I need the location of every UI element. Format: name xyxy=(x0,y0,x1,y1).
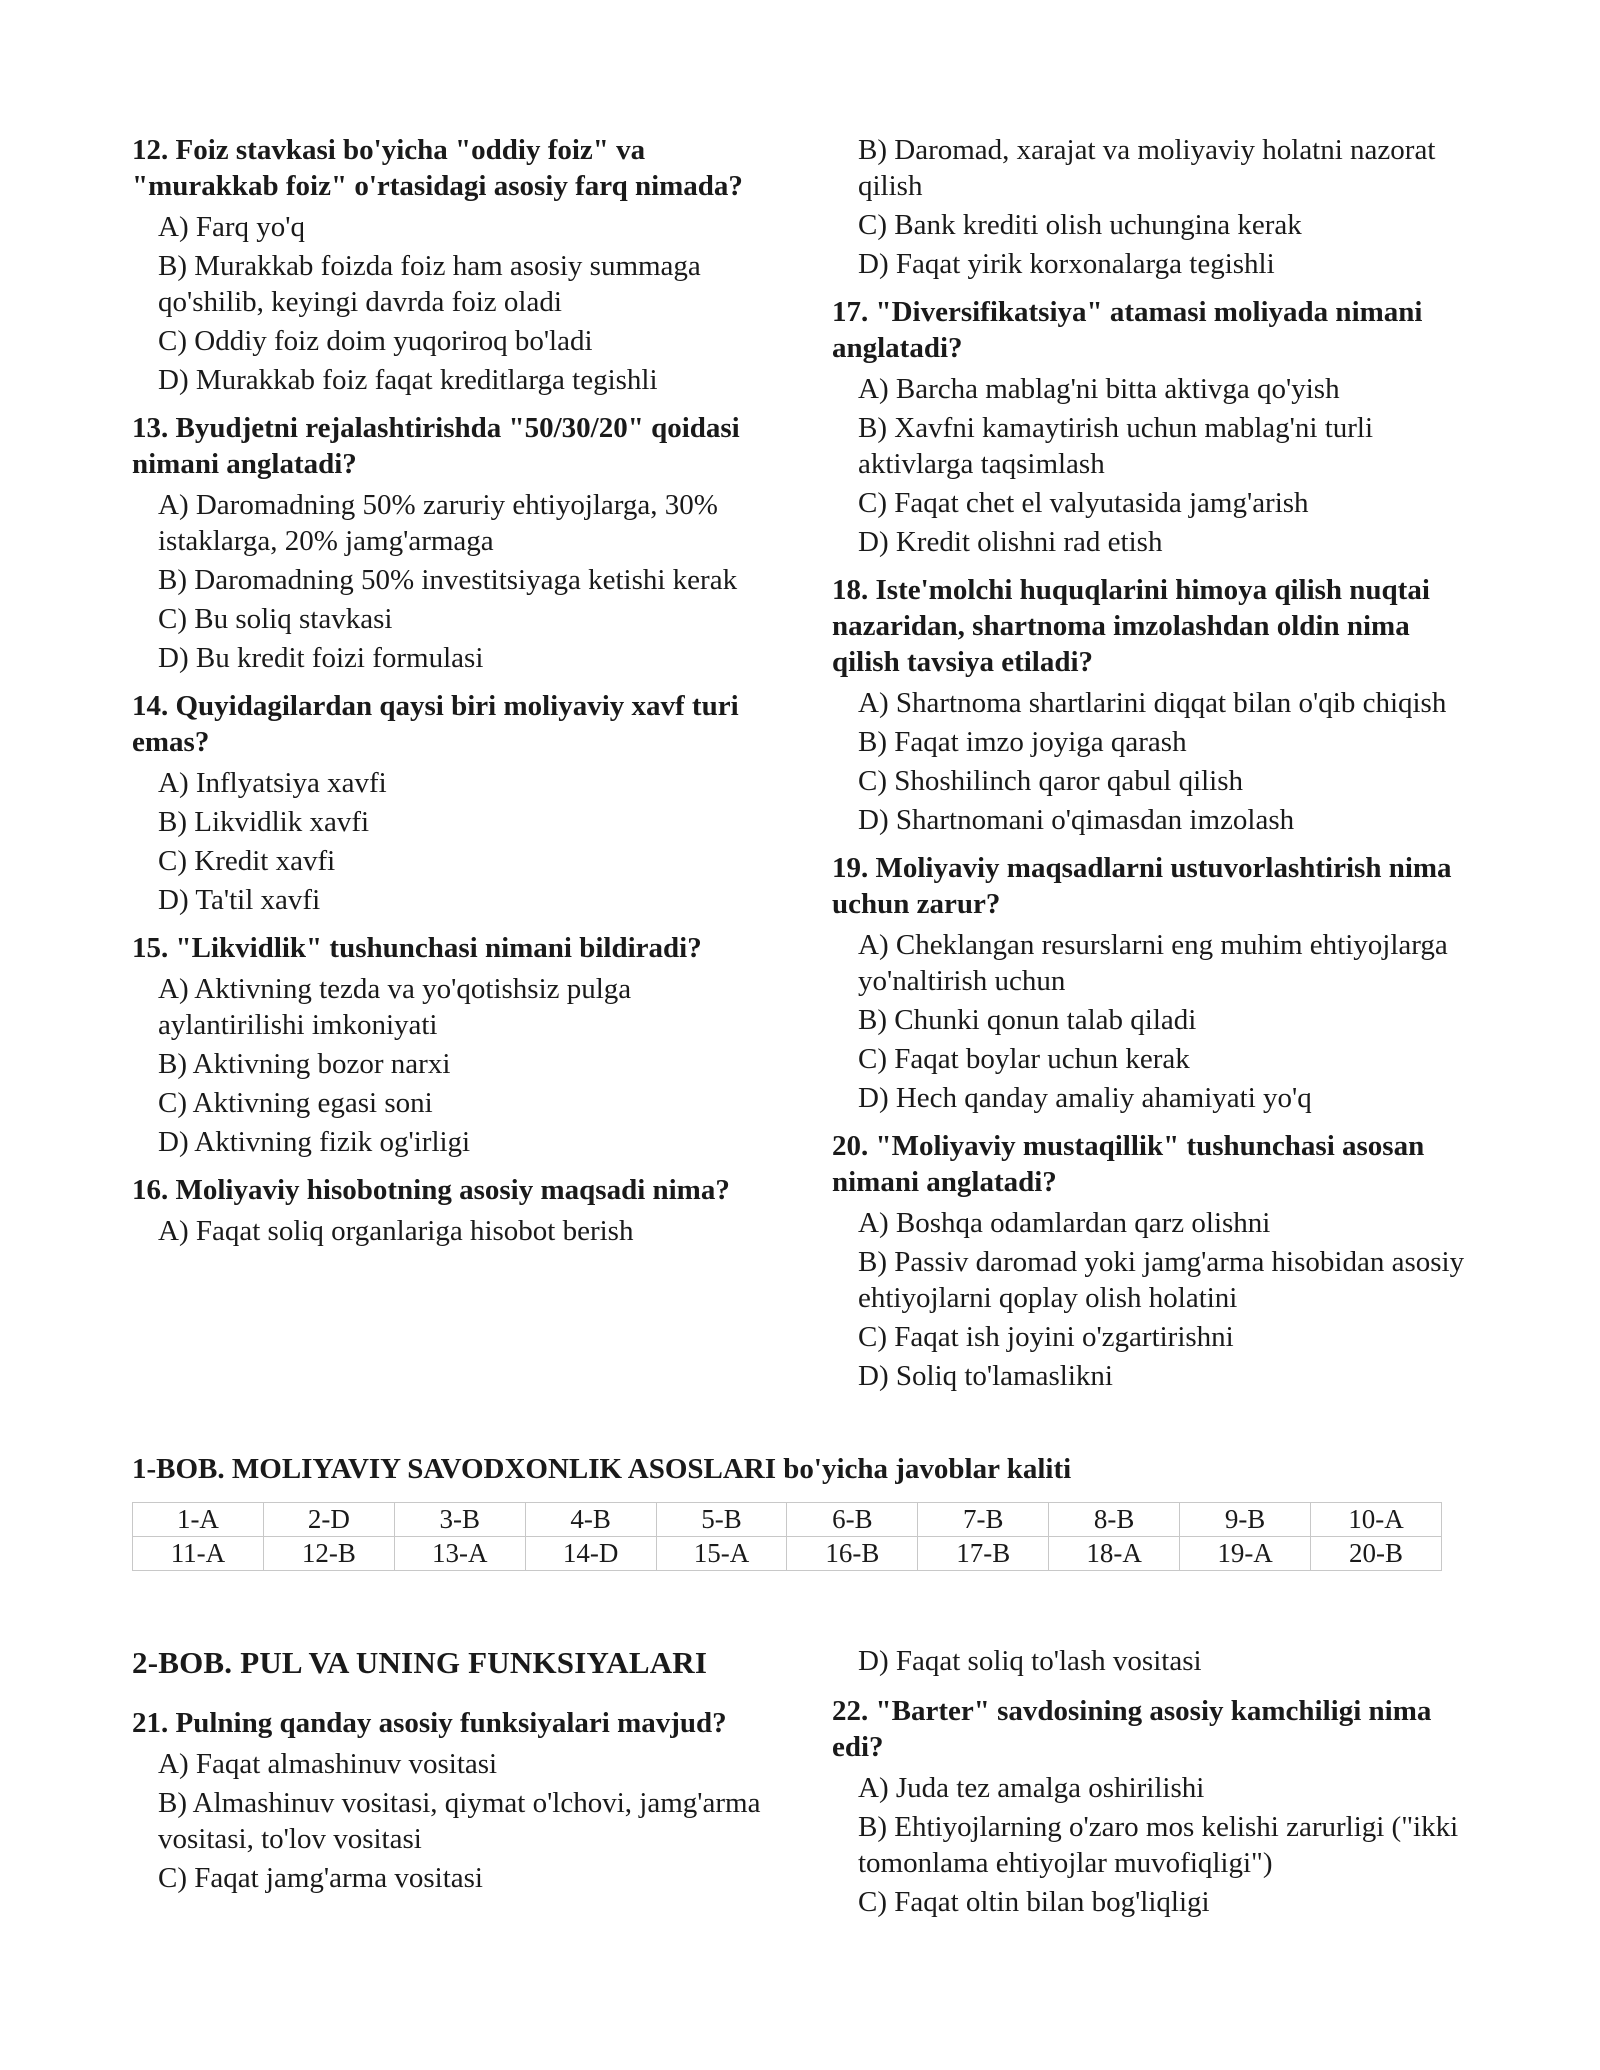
option-c: C) Faqat oltin bilan bog'liqligi xyxy=(858,1886,1210,1918)
options-list xyxy=(158,487,772,676)
chapter-title: 2-BOB. PUL VA UNING FUNKSIYALARI xyxy=(132,1645,708,1680)
question-block xyxy=(832,1128,1472,1394)
question-text: 13. Byudjetni rejalashtirishda "50/30/20" qoidasi nimani anglatadi? xyxy=(132,412,740,480)
option-c: C) Bu soliq stavkasi xyxy=(158,603,393,635)
answer-cell: 12-B xyxy=(263,1537,394,1571)
top-right-column xyxy=(832,132,1472,1406)
answer-cell: 16-B xyxy=(787,1537,918,1571)
question-block xyxy=(832,1693,1472,1920)
option-b: B) Murakkab foizda foiz ham asosiy summaga qo'shilib, keyingi davrda foiz oladi xyxy=(158,250,701,318)
option-d: D) Murakkab foiz faqat kreditlarga tegishli xyxy=(158,364,658,396)
answer-cell: 15-A xyxy=(656,1537,787,1571)
question-block xyxy=(132,132,772,398)
options-list xyxy=(158,1746,772,1896)
answer-cell: 2-D xyxy=(263,1503,394,1537)
answer-cell: 8-B xyxy=(1049,1503,1180,1537)
question-text: 17. "Diversifikatsiya" atamasi moliyada nimani anglatadi? xyxy=(832,296,1423,364)
question-text: 19. Moliyaviy maqsadlarni ustuvorlashtirish nima uchun zarur? xyxy=(832,852,1452,920)
option-b: B) Chunki qonun talab qiladi xyxy=(858,1004,1197,1036)
option-c: C) Faqat ish joyini o'zgartirishni xyxy=(858,1321,1234,1353)
question-text: 14. Quyidagilardan qaysi biri moliyaviy xavf turi emas? xyxy=(132,690,739,758)
option-d: D) Soliq to'lamaslikni xyxy=(858,1360,1113,1392)
option-a: A) Cheklangan resurslarni eng muhim ehtiyojlarga yo'naltirish uchun xyxy=(858,929,1448,997)
answer-cell: 1-A xyxy=(133,1503,264,1537)
option-c: C) Bank krediti olish uchungina kerak xyxy=(858,209,1302,241)
option-c: C) Faqat boylar uchun kerak xyxy=(858,1043,1190,1075)
options-list xyxy=(158,765,772,918)
bottom-left-column xyxy=(132,1643,772,1908)
answer-cell: 5-B xyxy=(656,1503,787,1537)
option-c: C) Oddiy foiz doim yuqoriroq bo'ladi xyxy=(158,325,593,357)
answer-cell: 11-A xyxy=(133,1537,264,1571)
option-d: D) Faqat soliq to'lash vositasi xyxy=(858,1645,1202,1677)
answer-key-heading: 1-BOB. MOLIYAVIY SAVODXONLIK ASOSLARI bo'yicha javoblar kaliti xyxy=(132,1453,1072,1485)
options-list-continued xyxy=(858,1643,1472,1679)
question-text: 18. Iste'molchi huquqlarini himoya qilish nuqtai nazaridan, shartnoma imzolashdan oldin nima qilish tavsiya etiladi? xyxy=(832,574,1430,678)
answer-cell: 17-B xyxy=(918,1537,1049,1571)
options-list xyxy=(858,1770,1472,1920)
options-list xyxy=(158,1213,772,1249)
answer-cell: 20-B xyxy=(1311,1537,1442,1571)
option-b: B) Likvidlik xavfi xyxy=(158,806,370,838)
option-c: C) Shoshilinch qaror qabul qilish xyxy=(858,765,1244,797)
table-row xyxy=(133,1537,1442,1571)
answer-cell: 7-B xyxy=(918,1503,1049,1537)
option-a: A) Inflyatsiya xavfi xyxy=(158,767,387,799)
option-a: A) Shartnoma shartlarini diqqat bilan o'qib chiqish xyxy=(858,687,1447,719)
question-block xyxy=(832,850,1472,1116)
option-c: C) Faqat chet el valyutasida jamg'arish xyxy=(858,487,1309,519)
options-list xyxy=(858,371,1472,560)
answer-cell: 9-B xyxy=(1180,1503,1311,1537)
option-c: C) Aktivning egasi soni xyxy=(158,1087,433,1119)
option-b: B) Daromad, xarajat va moliyaviy holatni nazorat qilish xyxy=(858,134,1436,202)
question-block xyxy=(132,1705,772,1896)
option-a: A) Farq yo'q xyxy=(158,211,305,243)
option-b: B) Xavfni kamaytirish uchun mablag'ni turli aktivlarga taqsimlash xyxy=(858,412,1374,480)
option-a: A) Barcha mablag'ni bitta aktivga qo'yish xyxy=(858,373,1340,405)
answer-cell: 10-A xyxy=(1311,1503,1442,1537)
option-d: D) Kredit olishni rad etish xyxy=(858,526,1163,558)
answer-key-table xyxy=(132,1502,1442,1571)
question-block xyxy=(132,1172,772,1249)
options-list xyxy=(158,971,772,1160)
answer-cell: 13-A xyxy=(394,1537,525,1571)
question-text: 16. Moliyaviy hisobotning asosiy maqsadi nima? xyxy=(132,1174,730,1206)
option-b: B) Aktivning bozor narxi xyxy=(158,1048,451,1080)
option-d: D) Faqat yirik korxonalarga tegishli xyxy=(858,248,1275,280)
question-block xyxy=(132,688,772,918)
option-a: A) Juda tez amalga oshirilishi xyxy=(858,1772,1205,1804)
option-d: D) Aktivning fizik og'irligi xyxy=(158,1126,471,1158)
option-d: D) Shartnomani o'qimasdan imzolash xyxy=(858,804,1295,836)
question-block xyxy=(832,572,1472,838)
option-a: A) Faqat soliq organlariga hisobot berish xyxy=(158,1215,634,1247)
top-left-column xyxy=(132,132,772,1261)
answer-cell: 6-B xyxy=(787,1503,918,1537)
question-text: 15. "Likvidlik" tushunchasi nimani bildiradi? xyxy=(132,932,702,964)
options-list xyxy=(858,927,1472,1116)
bottom-right-column xyxy=(832,1643,1472,1932)
option-a: A) Boshqa odamlardan qarz olishni xyxy=(858,1207,1271,1239)
question-text: 12. Foiz stavkasi bo'yicha "oddiy foiz" va "murakkab foiz" o'rtasidagi asosiy farq nimada? xyxy=(132,134,743,202)
question-text: 20. "Moliyaviy mustaqillik" tushunchasi asosan nimani anglatadi? xyxy=(832,1130,1425,1198)
answer-cell: 18-A xyxy=(1049,1537,1180,1571)
answer-cell: 4-B xyxy=(525,1503,656,1537)
option-b: B) Passiv daromad yoki jamg'arma hisobidan asosiy ehtiyojlarni qoplay olish holatini xyxy=(858,1246,1465,1314)
option-a: A) Aktivning tezda va yo'qotishsiz pulga aylantirilishi imkoniyati xyxy=(158,973,632,1041)
option-b: B) Ehtiyojlarning o'zaro mos kelishi zarurligi ("ikki tomonlama ehtiyojlar muvofiqligi") xyxy=(858,1811,1459,1879)
answer-cell: 19-A xyxy=(1180,1537,1311,1571)
answer-cell: 3-B xyxy=(394,1503,525,1537)
option-c: C) Kredit xavfi xyxy=(158,845,336,877)
option-b: B) Daromadning 50% investitsiyaga ketishi kerak xyxy=(158,564,738,596)
option-d: D) Hech qanday amaliy ahamiyati yo'q xyxy=(858,1082,1312,1114)
options-list xyxy=(158,209,772,398)
question-block xyxy=(132,410,772,676)
option-b: B) Almashinuv vositasi, qiymat o'lchovi, jamg'arma vositasi, to'lov vositasi xyxy=(158,1787,761,1855)
options-list xyxy=(858,1205,1472,1394)
option-a: A) Daromadning 50% zaruriy ehtiyojlarga, 30% istaklarga, 20% jamg'armaga xyxy=(158,489,718,557)
answer-cell: 14-D xyxy=(525,1537,656,1571)
question-block xyxy=(832,294,1472,560)
options-list-continued xyxy=(858,132,1472,282)
table-row xyxy=(133,1503,1442,1537)
question-block xyxy=(132,930,772,1160)
option-c: C) Faqat jamg'arma vositasi xyxy=(158,1862,483,1894)
option-a: A) Faqat almashinuv vositasi xyxy=(158,1748,498,1780)
option-d: D) Ta'til xavfi xyxy=(158,884,321,916)
option-d: D) Bu kredit foizi formulasi xyxy=(158,642,484,674)
option-b: B) Faqat imzo joyiga qarash xyxy=(858,726,1187,758)
question-text: 22. "Barter" savdosining asosiy kamchiligi nima edi? xyxy=(832,1695,1432,1763)
options-list xyxy=(858,685,1472,838)
question-text: 21. Pulning qanday asosiy funksiyalari mavjud? xyxy=(132,1707,727,1739)
